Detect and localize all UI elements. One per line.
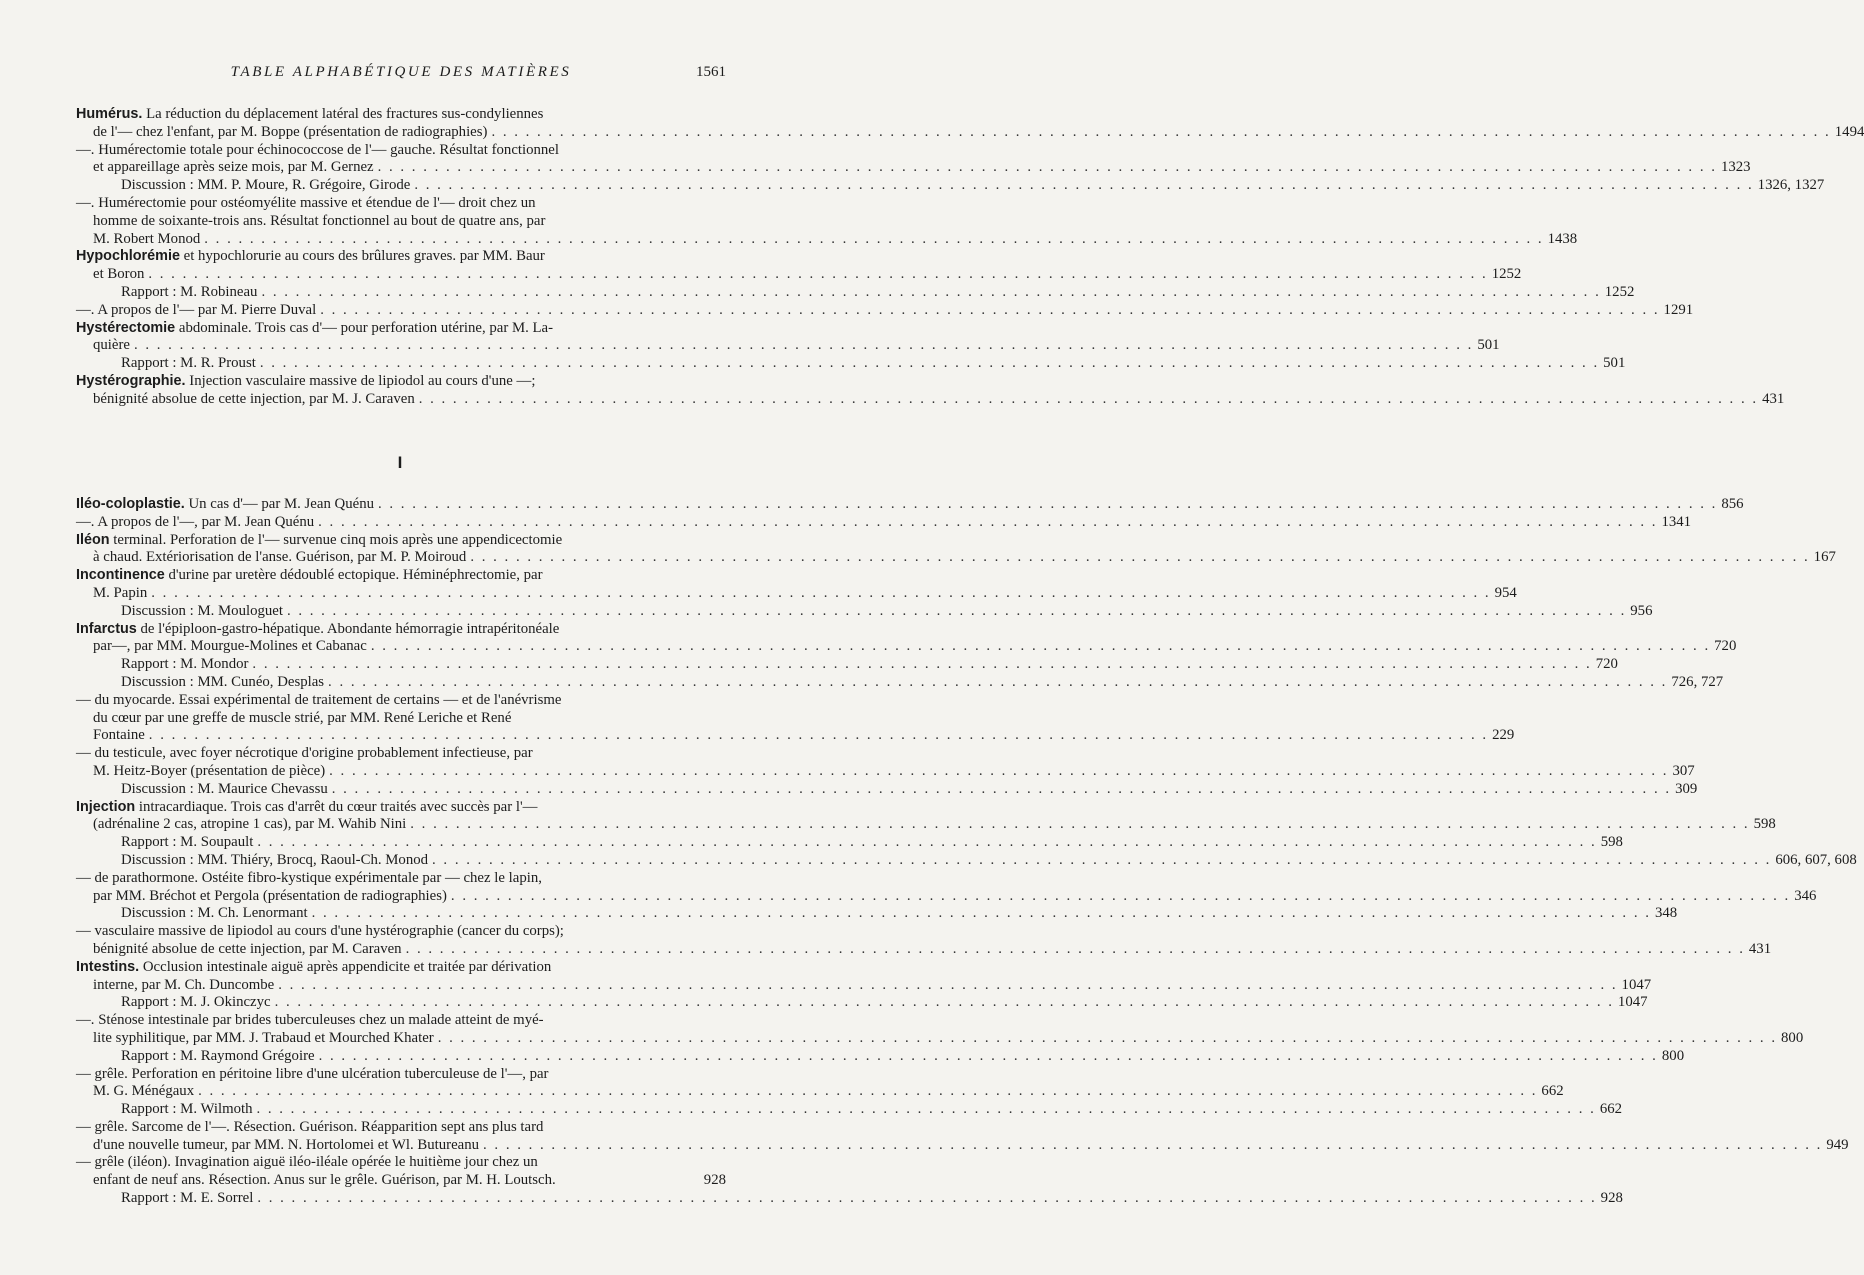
page-ref: 431: [1762, 390, 1785, 407]
entry-line: [76, 1119, 726, 1137]
entry-line: [76, 870, 726, 888]
dot-leader: [414, 177, 1753, 195]
entry-text-body: — de parathormone. Ostéite fibro-kystique expérimentale par — chez le lapin,: [76, 869, 542, 886]
entry-line: [76, 1012, 726, 1030]
dot-leader: [257, 1190, 1596, 1208]
entry-line: [76, 106, 726, 124]
entry-text: [76, 1012, 544, 1030]
entry-text: [76, 302, 316, 320]
entry-text-body: bénignité absolue de cette injection, par M. J. Caraven: [93, 390, 415, 407]
entry-text: [76, 248, 545, 266]
entry-text: [93, 549, 466, 567]
entry-text-body: de l'épiploon-gastro-hépatique. Abondante hémorragie intrapéritonéale: [136, 620, 560, 637]
entry-line: [76, 745, 726, 763]
dot-leader: [275, 994, 1614, 1012]
entry-line: [76, 994, 1648, 1012]
entry-text-body: à chaud. Extériorisation de l'anse. Guérison, par M. P. Moiroud: [93, 549, 467, 566]
entry-text: [76, 692, 561, 710]
entry-line: [76, 248, 726, 266]
entry-text-body: — grêle. Perforation en péritoine libre d'une ulcération tuberculeuse de l'—, par: [76, 1065, 549, 1082]
entry-line: [76, 923, 726, 941]
page-ref: 598: [1753, 816, 1776, 833]
entry-line: [76, 195, 726, 213]
entry-line: [76, 673, 1724, 692]
entry-text-body: du cœur par une greffe de muscle strié, par MM. René Leriche et René: [93, 709, 512, 726]
entry-line: [76, 266, 1522, 284]
entry-line: [76, 727, 1515, 745]
entry-text: [121, 994, 271, 1012]
entry-text: [76, 923, 564, 941]
entry-text: [76, 106, 543, 124]
entry-line: [76, 496, 1744, 514]
dot-leader: [378, 496, 1717, 514]
entry-text-body: et hypochlorurie au cours des brûlures graves. par MM. Baur: [179, 248, 545, 265]
entry-text: [93, 337, 130, 355]
entry-text: [121, 852, 428, 870]
entry-text: [93, 888, 447, 906]
entry-text: [93, 710, 511, 728]
entry-keyword: Infarctus: [76, 620, 137, 637]
entry-text-body: —. Humérectomie pour ostéomyélite massive et étendue de l'— droit chez un: [76, 194, 536, 211]
entry-keyword: Hystérectomie: [76, 319, 176, 336]
entry-text: [76, 567, 543, 585]
entry-text: [76, 373, 535, 391]
index-entry: [76, 958, 1652, 1012]
dot-leader: [328, 674, 1667, 692]
entry-text-body: enfant de neuf ans. Résection. Anus sur le grêle. Guérison, par M. H. Loutsch.: [93, 1172, 556, 1189]
entry-text-body: M. Papin: [93, 584, 148, 601]
entry-text-body: Fontaine: [93, 727, 145, 744]
page-ref: 598: [1600, 834, 1623, 851]
entry-text-body: terminal. Perforation de l'— survenue cinq mois après une appendicectomie: [109, 531, 563, 548]
index-entry: [76, 691, 1515, 745]
index-entry: [76, 194, 1578, 248]
entry-keyword: Intestins.: [76, 958, 140, 975]
entry-text: [93, 124, 487, 142]
entry-line: [76, 213, 726, 231]
entry-text-body: M. G. Ménégaux: [93, 1083, 195, 1100]
page-ref: 800: [1661, 1047, 1685, 1064]
entry-line: [76, 940, 1772, 959]
index-entry: [76, 1065, 1623, 1119]
page-ref: 431: [1748, 940, 1772, 957]
entry-text-body: homme de soixante-trois ans. Résultat fonctionnel au bout de quatre ans, par: [93, 212, 546, 229]
dot-leader: [406, 941, 1745, 959]
entry-line: [76, 851, 1857, 870]
entry-text: [121, 1048, 315, 1066]
dot-leader: [320, 302, 1659, 320]
entry-line: [76, 301, 1694, 320]
entry-line: [76, 513, 1692, 532]
entry-text: [93, 638, 367, 656]
entry-text: [76, 320, 553, 338]
page-ref: 348: [1654, 905, 1678, 922]
entry-line: [76, 638, 1737, 656]
dot-leader: [378, 159, 1717, 177]
entry-text: [93, 1083, 194, 1101]
entry-line: [76, 1083, 1564, 1101]
page-ref: 949: [1826, 1136, 1849, 1153]
index-entry: [76, 248, 1635, 301]
entry-text-body: Rapport : M. Robineau: [121, 283, 258, 300]
entry-text: [76, 745, 533, 763]
entry-text-body: — grêle (iléon). Invagination aiguë iléo-iléale opérée le huitième jour chez un: [76, 1154, 538, 1171]
entry-text: [93, 585, 147, 603]
index-entry: [76, 798, 1857, 870]
entry-text-body: Rapport : M. E. Sorrel: [121, 1190, 254, 1207]
entry-text-body: Discussion : MM. Cunéo, Desplas: [121, 673, 325, 690]
entry-text: [121, 603, 283, 621]
entry-line: [76, 1154, 726, 1172]
page-ref: 726, 727: [1671, 673, 1724, 690]
entry-text-body: (adrénaline 2 cas, atropine 1 cas), par M. Wahib Nini: [93, 816, 407, 833]
header-title: TABLE ALPHABÉTIQUE DES MATIÈRES: [230, 64, 572, 80]
entry-text: [93, 1137, 479, 1155]
index-entry: [76, 141, 1825, 195]
entry-text: [76, 959, 551, 977]
page-ref: 346: [1794, 887, 1817, 904]
entry-line: [76, 283, 1635, 302]
page-ref: 1252: [1491, 266, 1522, 283]
page-ref: 229: [1492, 727, 1515, 744]
page-ref: 662: [1541, 1083, 1564, 1100]
entry-line: [76, 762, 1695, 781]
index-entry: [76, 531, 1836, 568]
index-entry: [76, 301, 1694, 320]
entry-line: [76, 602, 1653, 621]
entry-text-body: —. A propos de l'—, par M. Jean Quénu: [76, 513, 315, 530]
index-entry: [76, 513, 1692, 532]
entry-text-body: intracardiaque. Trois cas d'arrêt du cœur traités avec succès par l'—: [135, 798, 538, 815]
page-ref: 606, 607, 608: [1775, 851, 1857, 868]
entry-text: [121, 284, 257, 302]
entry-line: [76, 123, 1864, 142]
page-ref: 1323: [1720, 159, 1751, 176]
entry-line: [76, 816, 1776, 834]
entry-text: [121, 1190, 253, 1208]
entry-line: [76, 355, 1626, 373]
dot-leader: [151, 585, 1490, 603]
entry-text-body: lite syphilitique, par MM. J. Trabaud et Mourched Khater: [93, 1029, 434, 1046]
entry-line: [76, 621, 726, 639]
page-ref: 1494: [1834, 123, 1864, 140]
entry-text: [76, 142, 559, 160]
page-ref: 307: [1672, 762, 1695, 779]
entry-text: [76, 1066, 549, 1084]
entry-text-body: — vasculaire massive de lipiodol au cours d'une hystérographie (cancer du corps);: [76, 923, 564, 940]
dot-leader: [287, 603, 1626, 621]
entry-text: [93, 816, 406, 834]
entry-text-body: quière: [93, 337, 130, 354]
entry-text-body: M. Robert Monod: [93, 230, 201, 247]
entry-keyword: Hypochlorémie: [76, 248, 180, 265]
entry-text-body: Rapport : M. Wilmoth: [121, 1101, 253, 1118]
entry-line: [76, 373, 726, 391]
entry-text-body: d'une nouvelle tumeur, par MM. N. Hortolomei et Wl. Butureanu: [93, 1136, 480, 1153]
entry-text-body: Discussion : M. Mouloguet: [121, 602, 283, 619]
dot-leader: [148, 266, 1487, 284]
dot-leader: [470, 549, 1809, 567]
entry-text-body: de l'— chez l'enfant, par M. Boppe (présentation de radiographies): [93, 123, 488, 140]
entry-text: [121, 674, 324, 692]
dot-leader: [451, 888, 1790, 906]
entry-text: [121, 905, 308, 923]
entry-keyword: Humérus.: [76, 106, 143, 122]
entry-line: [76, 1047, 1685, 1066]
entry-text: [93, 977, 274, 995]
dot-leader: [419, 391, 1758, 409]
page-ref: 501: [1603, 355, 1626, 372]
entry-text: [121, 1101, 252, 1119]
page-number: 1561: [696, 64, 726, 80]
entry-line: [76, 549, 1836, 567]
entry-text: [76, 799, 537, 817]
entry-text: [121, 834, 253, 852]
index-entry: [76, 372, 1785, 409]
entry-text: [76, 496, 374, 514]
page-ref: 720: [1714, 638, 1737, 655]
dot-leader: [204, 231, 1543, 249]
entry-text-body: bénignité absolue de cette injection, par M. Caraven: [93, 940, 402, 957]
page-ref: 309: [1675, 780, 1698, 797]
entry-text-body: M. Heitz-Boyer (présentation de pièce): [93, 762, 326, 779]
index-entry: [76, 1012, 1804, 1065]
entry-line: [76, 177, 1825, 195]
entry-line: [76, 905, 1678, 923]
entry-keyword: Incontinence: [76, 567, 165, 584]
page-ref: 1438: [1547, 230, 1578, 247]
entry-line: [76, 230, 1578, 249]
entry-text-body: Discussion : MM. P. Moure, R. Grégoire, Girode: [121, 177, 411, 194]
page-ref: 1047: [1621, 976, 1652, 993]
entry-text: [93, 213, 545, 231]
entry-line: [76, 159, 1751, 177]
entry-keyword: Iléon: [76, 531, 110, 548]
page-ref: 720: [1595, 656, 1618, 673]
index-entry: [76, 106, 1864, 142]
dot-leader: [371, 638, 1710, 656]
entry-text: [76, 532, 562, 550]
index-entry: [76, 496, 1744, 514]
entry-text: [76, 195, 536, 213]
entry-text-body: —. Sténose intestinale par brides tuberculeuses chez un malade atteint de myé-: [76, 1012, 544, 1029]
entry-line: [76, 1101, 1623, 1119]
entry-text-body: — du testicule, avec foyer nécrotique d'origine probablement infectieuse, par: [76, 745, 533, 762]
page-ref: 928: [1600, 1190, 1623, 1207]
entry-text-body: La réduction du déplacement latéral des fractures sus-condyliennes: [142, 106, 544, 122]
entry-keyword: Injection: [76, 798, 136, 815]
entry-line: [76, 887, 1817, 906]
entry-text-body: Discussion : M. Ch. Lenormant: [121, 905, 308, 922]
index-entry: [76, 567, 1653, 620]
dot-leader: [438, 1030, 1777, 1048]
entry-text-body: Discussion : M. Maurice Chevassu: [121, 780, 328, 797]
entry-text: [93, 266, 144, 284]
entry-text: [76, 1119, 543, 1137]
dot-leader: [261, 284, 1600, 302]
entry-text: [93, 941, 402, 959]
entry-text: [121, 781, 328, 799]
page-ref: 800: [1781, 1029, 1804, 1046]
page-ref: 856: [1721, 496, 1744, 512]
entry-line: [76, 390, 1785, 409]
entry-line: [76, 780, 1698, 799]
entry-line: [76, 337, 1500, 355]
entry-text-body: Occlusion intestinale aiguë après appendicite et traitée par dérivation: [139, 958, 552, 975]
entry-text: [93, 391, 415, 409]
entry-line: [76, 692, 726, 710]
entry-line: [76, 834, 1623, 852]
dot-leader: [134, 337, 1473, 355]
entry-text-body: interne, par M. Ch. Duncombe: [93, 976, 275, 993]
entry-text-body: —. Humérectomie totale pour échinococcose de l'— gauche. Résultat fonctionnel: [76, 141, 559, 158]
entry-text-body: Rapport : M. R. Proust: [121, 355, 256, 372]
entry-keyword: Hystérographie.: [76, 372, 186, 389]
entry-text: [121, 355, 256, 373]
dot-leader: [252, 656, 1591, 674]
entry-line: [76, 532, 726, 550]
entry-text-body: —. A propos de l'— par M. Pierre Duval: [76, 301, 317, 318]
dot-leader: [198, 1083, 1537, 1101]
page-ref: 501: [1477, 337, 1500, 354]
index-block-i: [76, 496, 1857, 1208]
index-entry: [76, 1154, 1623, 1207]
entry-line: [76, 567, 726, 585]
dot-leader: [257, 834, 1596, 852]
entry-text: [121, 656, 248, 674]
entry-keyword: Iléo-coloplastie.: [76, 496, 185, 512]
entry-text: [76, 870, 542, 888]
dot-leader: [483, 1137, 1822, 1155]
entry-text-body: Rapport : M. J. Okinczyc: [121, 994, 271, 1011]
page-ref: 956: [1630, 602, 1653, 619]
entry-text: [93, 1030, 434, 1048]
entry-text: [93, 763, 325, 781]
entry-text-body: — grêle. Sarcome de l'—. Résection. Guérison. Réapparition sept ans plus tard: [76, 1118, 544, 1135]
page-ref: 1252: [1604, 283, 1635, 300]
index-entry: [76, 620, 1737, 692]
entry-text-body: Discussion : MM. Thiéry, Brocq, Raoul-Ch. Monod: [121, 851, 429, 868]
entry-text-body: Rapport : M. Soupault: [121, 834, 254, 851]
page-ref: 1326, 1327: [1757, 177, 1825, 194]
index-entry: [76, 869, 1817, 923]
entry-line: [76, 1136, 1849, 1155]
entry-line: [76, 320, 726, 338]
dot-leader: [329, 763, 1668, 781]
entry-text: [93, 1172, 556, 1190]
dot-leader: [256, 1101, 1595, 1119]
entry-text: [76, 1154, 538, 1172]
entry-text: [93, 727, 145, 745]
entry-line: [76, 1029, 1804, 1048]
entry-text: [93, 159, 374, 177]
section-letter: I: [397, 453, 403, 472]
entry-line: [76, 1066, 726, 1084]
dot-leader: [410, 816, 1749, 834]
entry-text: [76, 621, 559, 639]
page-ref: 1341: [1661, 513, 1692, 530]
page-ref: 954: [1494, 584, 1517, 601]
dot-leader: [312, 905, 1651, 923]
entry-text-body: d'urine par uretère dédoublé ectopique. Héminéphrectomie, par: [164, 567, 543, 584]
running-header: [76, 64, 726, 84]
entry-text-body: Un cas d'— par M. Jean Quénu: [184, 496, 374, 512]
page-ref: 1047: [1617, 994, 1648, 1011]
entry-text: [121, 177, 410, 195]
entry-line: [76, 799, 726, 817]
entry-text: [93, 231, 200, 249]
dot-leader: [260, 355, 1599, 373]
index-entry: [76, 1118, 1849, 1155]
index-block-h: [76, 106, 1864, 409]
page-ref: 167: [1813, 549, 1836, 566]
entry-text-body: Rapport : M. Raymond Grégoire: [121, 1047, 315, 1064]
entry-text-body: Injection vasculaire massive de lipiodol au cours d'une —;: [185, 372, 536, 389]
page-ref: 1291: [1663, 301, 1694, 318]
entry-line: [76, 1172, 726, 1190]
entry-text-body: — du myocarde. Essai expérimental de traitement de certains — et de l'anévrisme: [76, 691, 562, 708]
dot-leader: [491, 124, 1830, 142]
entry-text: [76, 514, 314, 532]
entry-line: [76, 959, 726, 977]
entry-text-body: et Boron: [93, 266, 145, 283]
entry-line: [76, 1190, 1623, 1208]
entry-line: [76, 584, 1517, 603]
entry-text-body: abdominale. Trois cas d'— pour perforation utérine, par M. La-: [175, 319, 554, 336]
page-ref: 662: [1599, 1101, 1623, 1118]
index-entry: [76, 319, 1626, 373]
dot-leader: [432, 852, 1771, 870]
entry-line: [76, 976, 1652, 995]
entry-text-body: et appareillage après seize mois, par M. Gernez: [93, 159, 374, 176]
entry-line: [76, 656, 1618, 674]
index-entry: [76, 745, 1698, 798]
index-entry: [76, 923, 1772, 959]
entry-text-body: Rapport : M. Mondor: [121, 656, 249, 673]
dot-leader: [278, 977, 1617, 995]
entry-line: [76, 142, 726, 160]
dot-leader: [332, 781, 1671, 799]
entry-text-body: par—, par MM. Mourgue-Molines et Cabanac: [93, 638, 367, 655]
dot-leader: [149, 727, 1488, 745]
entry-line: [76, 710, 726, 728]
entry-text-body: par MM. Bréchot et Pergola (présentation de radiographies): [93, 887, 447, 904]
page-ref: 928: [703, 1172, 726, 1189]
dot-leader: [318, 514, 1657, 532]
dot-leader: [319, 1048, 1658, 1066]
